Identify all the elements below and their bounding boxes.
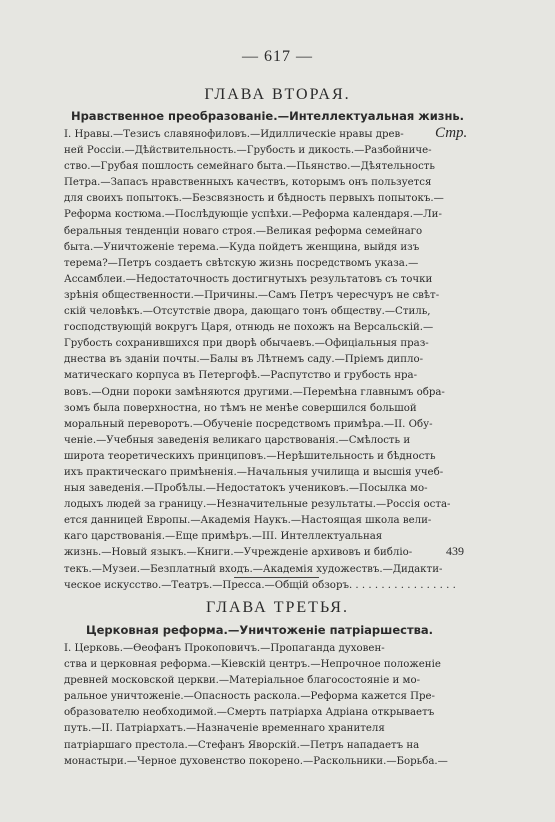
chapter-two-summary [64, 127, 474, 594]
summary-line: ныя заведенія.—Пробѣлы.—Недостатокъ учениковъ.—Посылка мо- [64, 483, 428, 495]
page-number: — 617 — [242, 48, 313, 65]
summary-line: матическаго корпуса въ Петергофѣ.—Распутство и грубость нра- [64, 370, 418, 382]
summary-line: беральныя тенденціи новаго строя.—Великая реформа семейнаго [64, 225, 423, 237]
summary-line: ства и церковная реформа.—Кіевскій центръ.—Непрочное положеніе [64, 659, 441, 671]
chapter-three-title: ГЛАВА ТРЕТЬЯ. [206, 599, 349, 616]
summary-line: широта теоретическихъ принциповъ.—Нерѣшительность и бѣдность [64, 450, 436, 462]
summary-line: I. Церковь.—Өеофанъ Прокоповичъ.—Пропаганда духовен- [64, 643, 385, 654]
summary-line: зрѣнія общественности.—Причины.—Самъ Петръ чересчуръ не свѣт- [64, 289, 440, 301]
summary-line: текъ.—Музеи.—Безплатный входъ.—Академія художествъ.—Дидакти- [64, 563, 443, 575]
summary-line: Петра.—Запасъ нравственныхъ качествъ, которымъ онъ пользуется [64, 177, 432, 189]
summary-line: моральный переворотъ.—Обученіе посредствомъ примѣра.—II. Обу- [64, 418, 433, 430]
summary-line: ется данницей Европы.—Академія Наукъ.—Настоящая школа вели- [64, 515, 432, 527]
chapter-three-subtitle: Церковная реформа.—Уничтоженіе патріаршества. [85, 623, 434, 637]
summary-line: ральное уничтоженіе.—Опасность раскола.—Реформа кажется Пре- [64, 691, 436, 703]
summary-line: I. Нравы.—Тезисъ славянофиловъ.—Идиллическіе нравы древ- [64, 129, 404, 140]
summary-line: ченіе.—Учебныя заведенія великаго царствованія.—Смѣлость и [64, 434, 411, 446]
summary-line: образователю необходимой.—Смерть патріарха Адріана открываетъ [64, 707, 435, 719]
summary-line: быта.—Уничтоженіе терема.—Куда пойдетъ женщина, выйдя изъ [64, 241, 420, 253]
summary-line: путь.—II. Патріархатъ.—Назначеніе временнаго хранителя [64, 723, 385, 735]
summary-line: терема?—Петръ создаетъ свѣтскую жизнь посредствомъ указа.— [64, 257, 419, 269]
summary-line: днества въ зданіи почты.—Балы въ Лѣтнемъ саду.—Пріемъ дипло- [64, 354, 424, 366]
summary-line: Ассамблеи.—Недостаточность достигнутыхъ результатовъ съ точки [64, 273, 433, 285]
summary-line: лодыхъ людей за границу.—Незначительные результаты.—Россія оста- [64, 499, 451, 511]
summary-line: древней московской церкви.—Матеріальное благосостояніе и мо- [64, 675, 421, 687]
chapter-two-page-ref: 439 [446, 544, 464, 558]
summary-line: ческое искусство.—Театръ.—Пресса.—Общій обзоръ. . . . . . . . . . . . . . . . . [64, 579, 456, 591]
summary-line: монастыри.—Черное духовенство покорено.—Раскольники.—Борьба.— [64, 755, 448, 767]
summary-line: ство.—Грубая пошлость семейнаго быта.—Пьянство.—Дѣятельность [64, 161, 435, 173]
summary-line: Грубость сохранившихся при дворѣ обычаевъ.—Офиціальныя праз- [64, 338, 429, 350]
summary-line: господствующій вокругъ Царя, отнюдь не похожъ на Версальскій.— [64, 322, 434, 334]
summary-line: скій человѣкъ.—Отсутствіе двора, дающаго тонъ обществу.—Стиль, [64, 306, 431, 318]
summary-line: ней Россіи.—Дѣйствительность.—Грубость и дикость.—Разбойниче- [64, 145, 432, 157]
section-divider [234, 577, 319, 578]
summary-line: зомъ была поверхностна, но тѣмъ не менѣе совершился большой [64, 402, 417, 414]
summary-line: жизнь.—Новый языкъ.—Книги.—Учрежденіе архивовъ и библіо- [64, 547, 413, 559]
summary-line: патріаршаго престола.—Стефанъ Яворскій.—Петръ нападаетъ на [64, 739, 420, 751]
chapter-two-subtitle: Нравственное преобразованіе.—Интеллектуальная жизнь. [70, 109, 465, 123]
chapter-three-summary [64, 641, 474, 770]
summary-line: Реформа костюма.—Послѣдующіе успѣхи.—Реформа календаря.—Ли- [64, 209, 442, 221]
chapter-two-title: ГЛАВА ВТОРАЯ. [204, 86, 351, 103]
summary-line: для своихъ попытокъ.—Безсвязность и бѣдность первыхъ попытокъ.— [64, 193, 444, 205]
summary-line: вовъ.—Одни пороки замѣняются другими.—Перемѣна главнымъ обра- [64, 386, 445, 398]
page-column-label: Стр. [435, 125, 468, 141]
summary-line: ихъ практическаго примѣненія.—Начальныя училища и высшія учеб- [64, 466, 444, 478]
summary-line: каго царствованія.—Еще примѣръ.—III. Интеллектуальная [64, 531, 383, 543]
